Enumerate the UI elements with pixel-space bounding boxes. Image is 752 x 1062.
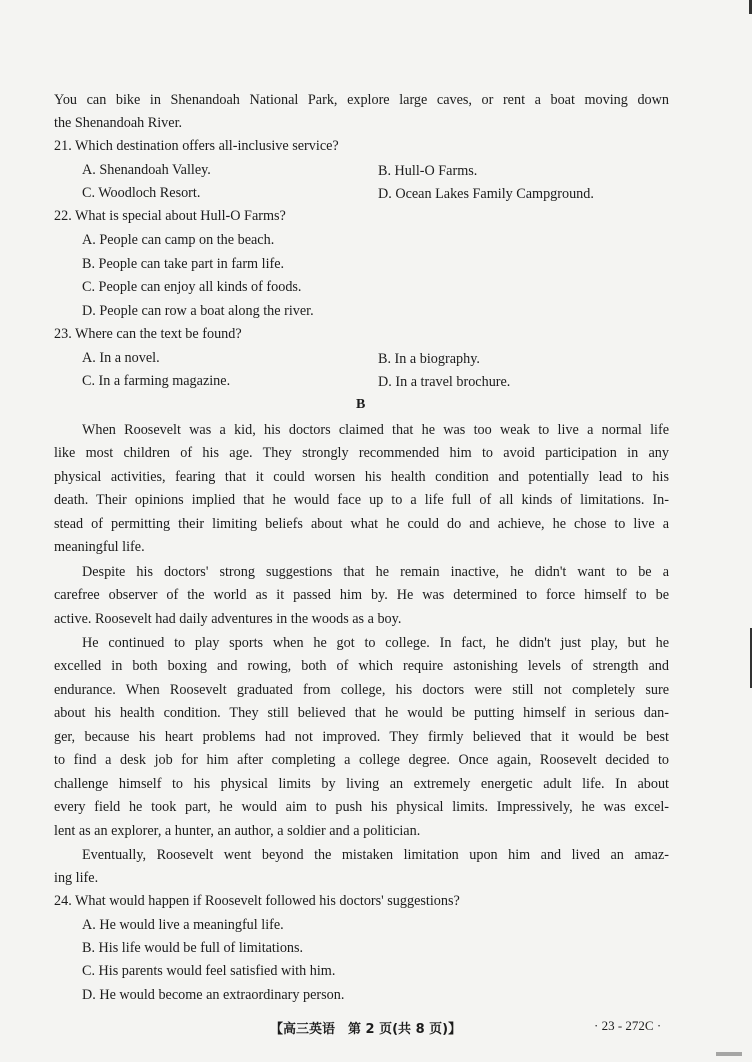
paragraph-line: every field he took part, he would aim to push his physical limits. Impressively, he was excel- [54, 799, 669, 815]
paragraph-line: excelled in both boxing and rowing, both of which require astonishing levels of strength and [54, 658, 669, 674]
q21-option-a: A. Shenandoah Valley. [82, 162, 211, 178]
paragraph-line: about his health condition. They still believed that he would be putting himself in serious dan- [54, 705, 669, 721]
section-b-heading: B [356, 397, 366, 412]
exam-code: · 23 - 272C · [594, 1018, 662, 1033]
question-21-stem: 21. Which destination offers all-inclusive service? [54, 138, 339, 154]
q24-option-d: D. He would become an extraordinary person. [82, 987, 345, 1003]
paragraph-line: death. Their opinions implied that he would face up to a life full of all kinds of limitations. In- [54, 492, 669, 508]
passage-a-line: You can bike in Shenandoah National Park, explore large caves, or rent a boat moving down [54, 92, 669, 108]
paragraph-line: When Roosevelt was a kid, his doctors claimed that he was too weak to live a normal life [82, 422, 669, 438]
q23-option-d: D. In a travel brochure. [378, 374, 511, 390]
q21-option-c: C. Woodloch Resort. [82, 185, 201, 201]
paragraph-line: to find a desk job for him after completing a college degree. Once again, Roosevelt decided to [54, 752, 669, 768]
q21-option-d: D. Ocean Lakes Family Campground. [378, 186, 594, 202]
q23-option-a: A. In a novel. [82, 350, 160, 366]
paragraph-line: physical activities, fearing that it could worsen his health condition and potentially lead to his [54, 469, 669, 485]
q24-option-b: B. His life would be full of limitations. [82, 940, 304, 956]
paragraph-line: ger, because his heart problems had not improved. They firmly believed that it would be best [54, 729, 669, 745]
q23-option-b: B. In a biography. [378, 351, 480, 367]
q22-option-d: D. People can row a boat along the river. [82, 303, 314, 319]
q24-option-c: C. His parents would feel satisfied with him. [82, 963, 336, 979]
paragraph-line: stead of permitting their limiting beliefs about what he could do and achieve, he chose to live a [54, 516, 669, 532]
paragraph-line: ing life. [54, 870, 99, 886]
q22-option-b: B. People can take part in farm life. [82, 256, 285, 272]
paragraph-line: carefree observer of the world as it passed him by. He was determined to force himself to be [54, 587, 669, 603]
question-24-stem: 24. What would happen if Roosevelt followed his doctors' suggestions? [54, 893, 460, 909]
paragraph-line: meaningful life. [54, 539, 145, 555]
paragraph-line: challenge himself to his physical limits by living an extremely energetic adult life. In about [54, 776, 669, 792]
passage-a-line: the Shenandoah River. [54, 115, 183, 131]
paragraph-line: He continued to play sports when he got to college. In fact, he didn't just play, but he [82, 635, 669, 651]
paragraph-line: like most children of his age. They strongly recommended him to avoid participation in any [54, 445, 669, 461]
page-footer: 【高三英语 第 2 页(共 8 页)】 [270, 1022, 462, 1037]
q21-option-b: B. Hull-O Farms. [378, 163, 478, 179]
paragraph-line: active. Roosevelt had daily adventures in the woods as a boy. [54, 611, 402, 627]
q23-option-c: C. In a farming magazine. [82, 373, 231, 389]
paragraph-line: lent as an explorer, a hunter, an author, a soldier and a politician. [54, 823, 421, 839]
paragraph-line: Despite his doctors' strong suggestions that he remain inactive, he didn't want to be a [82, 564, 669, 580]
question-23-stem: 23. Where can the text be found? [54, 326, 242, 342]
paragraph-line: endurance. When Roosevelt graduated from college, his doctors were still not completely sure [54, 682, 669, 698]
paragraph-line: Eventually, Roosevelt went beyond the mistaken limitation upon him and lived an amaz- [82, 847, 669, 863]
question-22-stem: 22. What is special about Hull-O Farms? [54, 208, 286, 224]
q22-option-c: C. People can enjoy all kinds of foods. [82, 279, 302, 295]
q24-option-a: A. He would live a meaningful life. [82, 917, 284, 933]
q22-option-a: A. People can camp on the beach. [82, 232, 275, 248]
scan-corner-mark [716, 1052, 742, 1056]
